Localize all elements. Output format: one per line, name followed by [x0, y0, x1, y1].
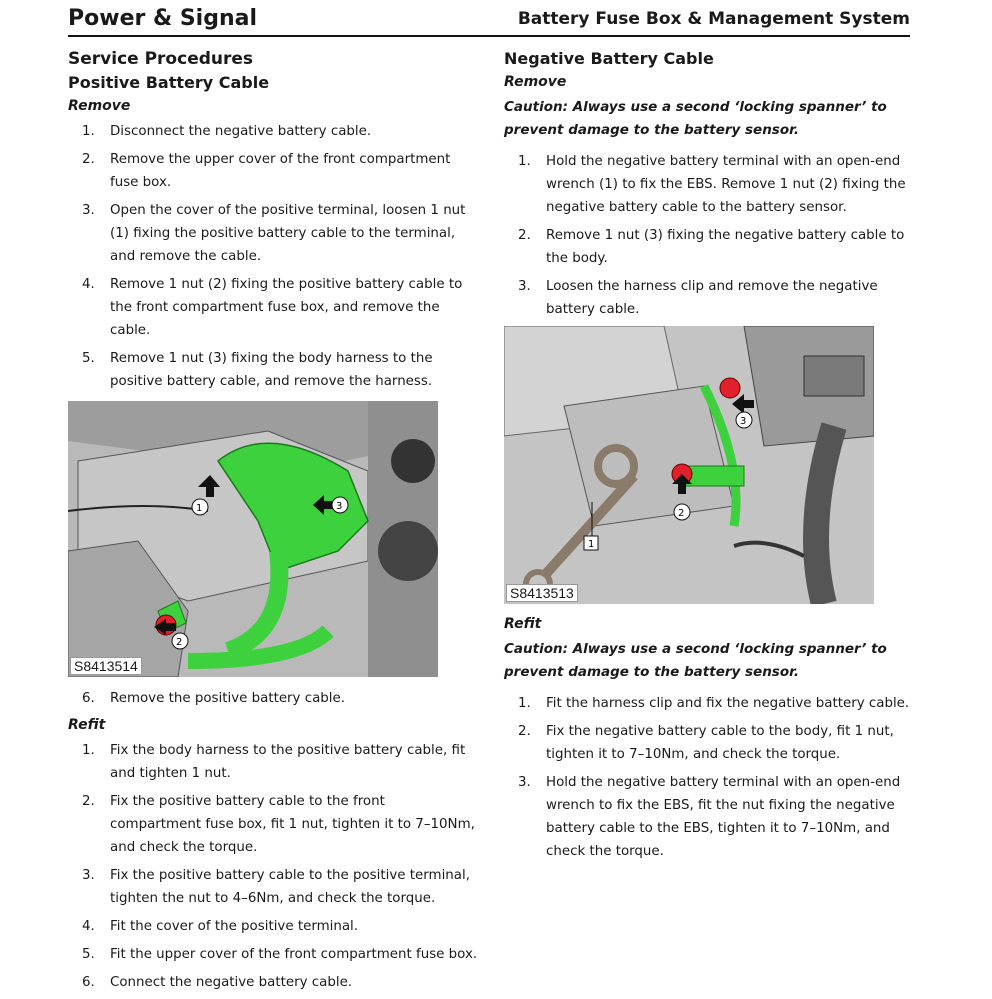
- svg-text:1: 1: [588, 539, 595, 550]
- list-item: 2. Remove the upper cover of the front compartment fuse box.: [82, 152, 451, 190]
- list-item: 5. Fit the upper cover of the front compartment fuse box.: [82, 947, 478, 962]
- refit-steps-negative: [504, 692, 914, 863]
- list-item: 4. Remove 1 nut (2) fixing the positive battery cable to the front compartment fuse box, and remove the cable.: [82, 277, 463, 338]
- list-item: 3. Loosen the harness clip and remove the negative battery cable.: [518, 279, 878, 317]
- svg-text:2: 2: [176, 637, 183, 648]
- list-item: 1. Fix the body harness to the positive battery cable, fit and tighten 1 nut.: [82, 743, 466, 781]
- illustration-fuse-box: [68, 401, 438, 677]
- header-section: Battery Fuse Box & Management System: [517, 9, 910, 29]
- figure-id-label: S8413513: [506, 584, 578, 602]
- remove-heading: Remove: [68, 98, 131, 114]
- svg-text:2: 2: [678, 508, 685, 519]
- figure-positive-cable: [68, 401, 438, 677]
- header-rule: [68, 35, 910, 37]
- list-item: 1. Fit the harness clip and fix the negative battery cable.: [518, 696, 910, 711]
- figure-id-label: S8413514: [70, 657, 142, 675]
- refit-heading: Refit: [504, 616, 542, 632]
- list-item: 2. Fix the positive battery cable to the front compartment fuse box, fit 1 nut, tighten it to 7–10Nm, and check the torque.: [82, 794, 475, 855]
- list-item: 3. Hold the negative battery terminal with an open-end wrench to fix the EBS, fit the nut fixing the negative battery cable to the EBS, tighten it to 7–10Nm, and check the torque.: [518, 775, 901, 859]
- list-item: 3. Fix the positive battery cable to the positive terminal, tighten the nut to 4–6Nm, and check the torque.: [82, 868, 470, 906]
- refit-heading: Refit: [68, 717, 106, 733]
- list-item: 1. Disconnect the negative battery cable.: [82, 124, 372, 139]
- list-item: 4. Fit the cover of the positive terminal.: [82, 919, 359, 934]
- list-item: 3. Open the cover of the positive terminal, loosen 1 nut (1) fixing the positive battery cable to the terminal, and remove the cable.: [82, 203, 466, 264]
- remove-step-six: [68, 687, 478, 710]
- figure-negative-cable: [504, 326, 874, 604]
- svg-text:3: 3: [740, 416, 747, 427]
- list-item: 1. Hold the negative battery terminal with an open-end wrench (1) to fix the EBS. Remove 1 nut (2) fixing the negative battery cable to the battery sensor.: [518, 154, 906, 215]
- left-column: [68, 44, 478, 999]
- list-item: 6. Connect the negative battery cable.: [82, 975, 353, 990]
- illustration-battery-sensor: [504, 326, 874, 604]
- right-column: [504, 44, 914, 868]
- section-title: Service Procedures: [68, 49, 254, 69]
- page-header: [68, 6, 910, 34]
- list-item: 6. Remove the positive battery cable.: [82, 691, 346, 706]
- header-chapter: Power & Signal: [68, 6, 258, 31]
- list-item: 2. Fix the negative battery cable to the body, fit 1 nut, tighten it to 7–10Nm, and check the torque.: [518, 724, 894, 762]
- svg-text:3: 3: [336, 501, 343, 512]
- svg-text:1: 1: [196, 503, 203, 514]
- remove-steps-negative: [504, 150, 914, 321]
- remove-heading: Remove: [504, 74, 567, 90]
- procedure-title-negative: Negative Battery Cable: [504, 49, 714, 68]
- refit-caution-note: Caution: Always use a second ‘locking spanner’ to prevent damage to the battery sensor.: [504, 641, 887, 680]
- list-item: 5. Remove 1 nut (3) fixing the body harness to the positive battery cable, and remove the harness.: [82, 351, 433, 389]
- refit-steps-positive: [68, 739, 478, 994]
- procedure-title-positive: Positive Battery Cable: [68, 73, 270, 92]
- list-item: 2. Remove 1 nut (3) fixing the negative battery cable to the body.: [518, 228, 905, 266]
- remove-steps-positive: [68, 120, 478, 393]
- caution-note: Caution: Always use a second ‘locking spanner’ to prevent damage to the battery sensor.: [504, 99, 887, 138]
